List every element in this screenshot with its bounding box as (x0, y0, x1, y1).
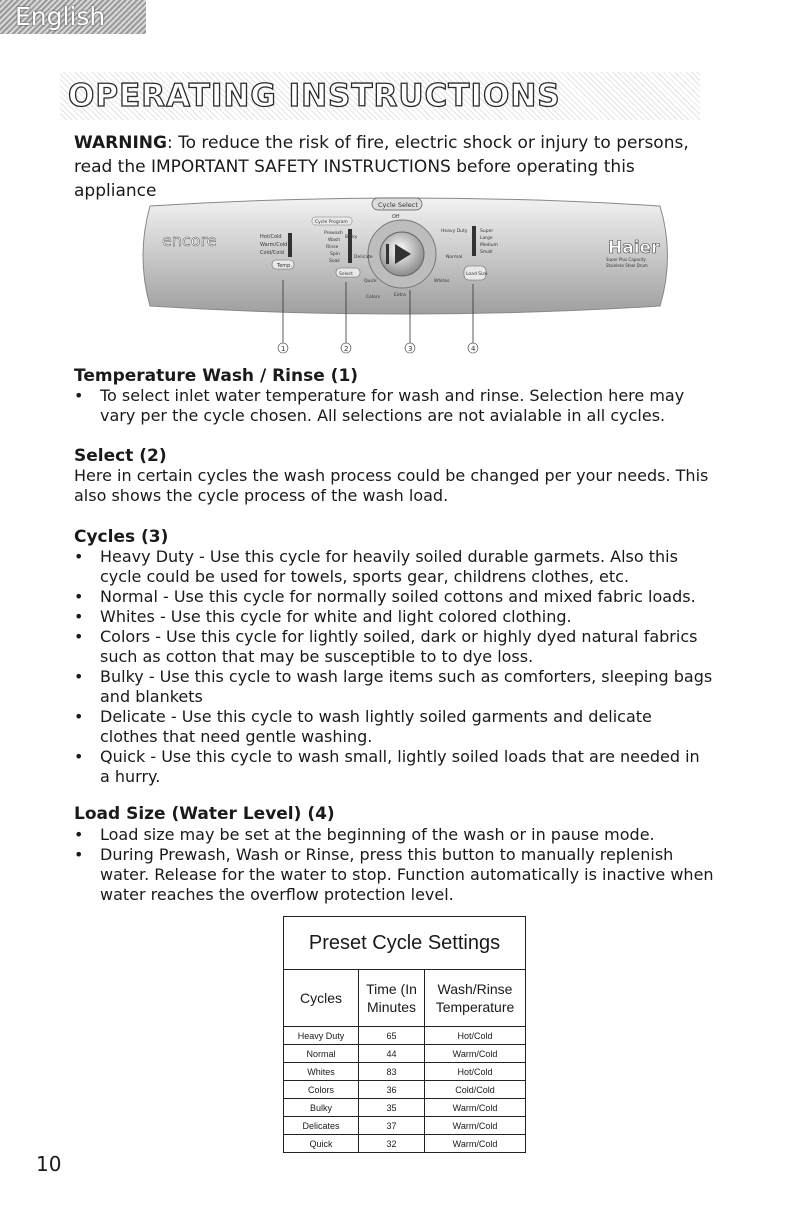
table-cell: Quick (284, 1135, 359, 1153)
list-item: • Delicate - Use this cycle to wash lightly soiled garments and delicate clothes that need gentle washing. (74, 707, 714, 747)
svg-text:Super: Super (480, 229, 494, 234)
language-label: English (15, 2, 106, 31)
load-size-button-label: Load Size (466, 272, 488, 277)
temp-button-label: Temp. (277, 263, 292, 269)
list-item: • Quick - Use this cycle to wash small, lightly soiled loads that are needed in a hurry. (74, 747, 714, 787)
svg-text:Whites: Whites (434, 279, 450, 284)
load-size-list (74, 825, 714, 905)
brand-encore: encore (162, 231, 217, 250)
title-band (60, 72, 700, 120)
table-row (284, 1117, 526, 1135)
svg-text:Cycle Program: Cycle Program (315, 220, 348, 225)
table-cell: 35 (359, 1099, 425, 1117)
column-header: Cycles (284, 970, 359, 1027)
table-cell: Warm/Cold (425, 1099, 526, 1117)
table-cell: Normal (284, 1045, 359, 1063)
table-cell: Cold/Cold (425, 1081, 526, 1099)
column-header: Time (In Minutes (359, 970, 425, 1027)
svg-text:Rinse: Rinse (326, 245, 339, 250)
table-cell: Hot/Cold (425, 1063, 526, 1081)
list-item: • Whites - Use this cycle for white and light colored clothing. (74, 607, 714, 627)
svg-text:Warm/Cold: Warm/Cold (260, 242, 288, 248)
table-cell: Colors (284, 1081, 359, 1099)
svg-text:Large: Large (480, 236, 493, 241)
select-paragraph: Here in certain cycles the wash process could be changed per your needs. This also shows the cycle process of the wash load. (74, 466, 709, 505)
list-item: • During Prewash, Wash or Rinse, press this button to manually replenish water. Release for the water to stop. Function automatically is inactive when water reaches the overflow protection level. (74, 845, 714, 905)
svg-text:Normal: Normal (446, 255, 463, 260)
off-label: Off (392, 214, 400, 220)
preset-cycle-settings-table (283, 916, 526, 1153)
heading-load-size: Load Size (Water Level) (4) (74, 804, 335, 824)
brand-haier: Haier (608, 238, 660, 258)
cycles-list (74, 547, 714, 787)
table-cell: Hot/Cold (425, 1027, 526, 1045)
page-title: OPERATING INSTRUCTIONS (68, 78, 561, 114)
table-cell: 36 (359, 1081, 425, 1099)
warning-text: : To reduce the risk of fire, electric shock or injury to persons, read the IMPORTANT SAFETY INSTRUCTIONS before operating this appliance (74, 133, 689, 201)
table-row (284, 1027, 526, 1045)
select-button-label: Select (339, 272, 353, 277)
svg-text:Prewash: Prewash (324, 231, 343, 236)
list-item: • Bulky - Use this cycle to wash large items such as comforters, sleeping bags and blankets (74, 667, 714, 707)
svg-text:Bulky: Bulky (345, 235, 358, 240)
table-cell: 32 (359, 1135, 425, 1153)
svg-text:Colors: Colors (366, 295, 381, 300)
table-cell: Whites (284, 1063, 359, 1081)
brand-sub-2: Stainless Steel Drum (606, 263, 648, 268)
dial-bottom-label: Extra (394, 293, 406, 298)
svg-text:Quick: Quick (364, 279, 377, 284)
svg-text:Medium: Medium (480, 243, 498, 248)
table-cell: Delicates (284, 1117, 359, 1135)
cycle-select-label: Cycle Select (378, 201, 418, 209)
svg-text:3: 3 (408, 345, 413, 353)
heading-temperature: Temperature Wash / Rinse (1) (74, 366, 359, 386)
table-cell: 65 (359, 1027, 425, 1045)
table-row (284, 1099, 526, 1117)
temperature-section (74, 386, 714, 426)
warning-label: WARNING (74, 133, 167, 153)
list-item: • Heavy Duty - Use this cycle for heavily soiled durable garmets. Also this cycle could be used for towels, sports gear, childrens clothes, etc. (74, 547, 714, 587)
table-cell: 83 (359, 1063, 425, 1081)
svg-text:Soak: Soak (329, 259, 340, 264)
page-number: 10 (36, 1152, 62, 1176)
list-item: • Colors - Use this cycle for lightly soiled, dark or highly dyed natural fabrics such as cotton that may be susceptible to to dye loss. (74, 627, 714, 667)
list-item: • To select inlet water temperature for wash and rinse. Selection here may vary per the cycle chosen. All selections are not avialable in all cycles. (74, 386, 714, 426)
table-row (284, 1045, 526, 1063)
svg-text:Heavy Duty: Heavy Duty (441, 229, 468, 234)
svg-text:Hot/Cold: Hot/Cold (260, 234, 282, 240)
svg-text:1: 1 (281, 345, 286, 353)
table-cell: 44 (359, 1045, 425, 1063)
list-item: • Load size may be set at the beginning of the wash or in pause mode. (74, 825, 714, 845)
table-cell: Warm/Cold (425, 1135, 526, 1153)
table-cell: Bulky (284, 1099, 359, 1117)
table-cell: Warm/Cold (425, 1045, 526, 1063)
table-cell: Warm/Cold (425, 1117, 526, 1135)
control-panel-svg (140, 196, 670, 358)
svg-text:4: 4 (471, 345, 476, 353)
table-row (284, 1081, 526, 1099)
language-tab (0, 0, 146, 34)
warning-paragraph (74, 131, 714, 203)
svg-text:2: 2 (344, 345, 349, 353)
table-cell: 37 (359, 1117, 425, 1135)
callout-numbers (278, 343, 478, 353)
heading-select: Select (2) (74, 446, 167, 466)
brand-sub-1: Super Plus Capacity (606, 257, 646, 262)
svg-text:Spin: Spin (330, 252, 340, 257)
control-panel-illustration (140, 196, 670, 358)
svg-text:Cold/Cold: Cold/Cold (260, 250, 284, 256)
svg-text:Small: Small (480, 250, 493, 255)
table-caption: Preset Cycle Settings (284, 917, 526, 970)
table-row (284, 1063, 526, 1081)
table-cell: Heavy Duty (284, 1027, 359, 1045)
svg-text:Wash: Wash (328, 238, 341, 243)
heading-cycles: Cycles (3) (74, 527, 169, 547)
list-item: • Normal - Use this cycle for normally soiled cottons and mixed fabric loads. (74, 587, 714, 607)
table-row (284, 1135, 526, 1153)
column-header: Wash/Rinse Temperature (425, 970, 526, 1027)
svg-text:Delicate: Delicate (354, 255, 373, 260)
